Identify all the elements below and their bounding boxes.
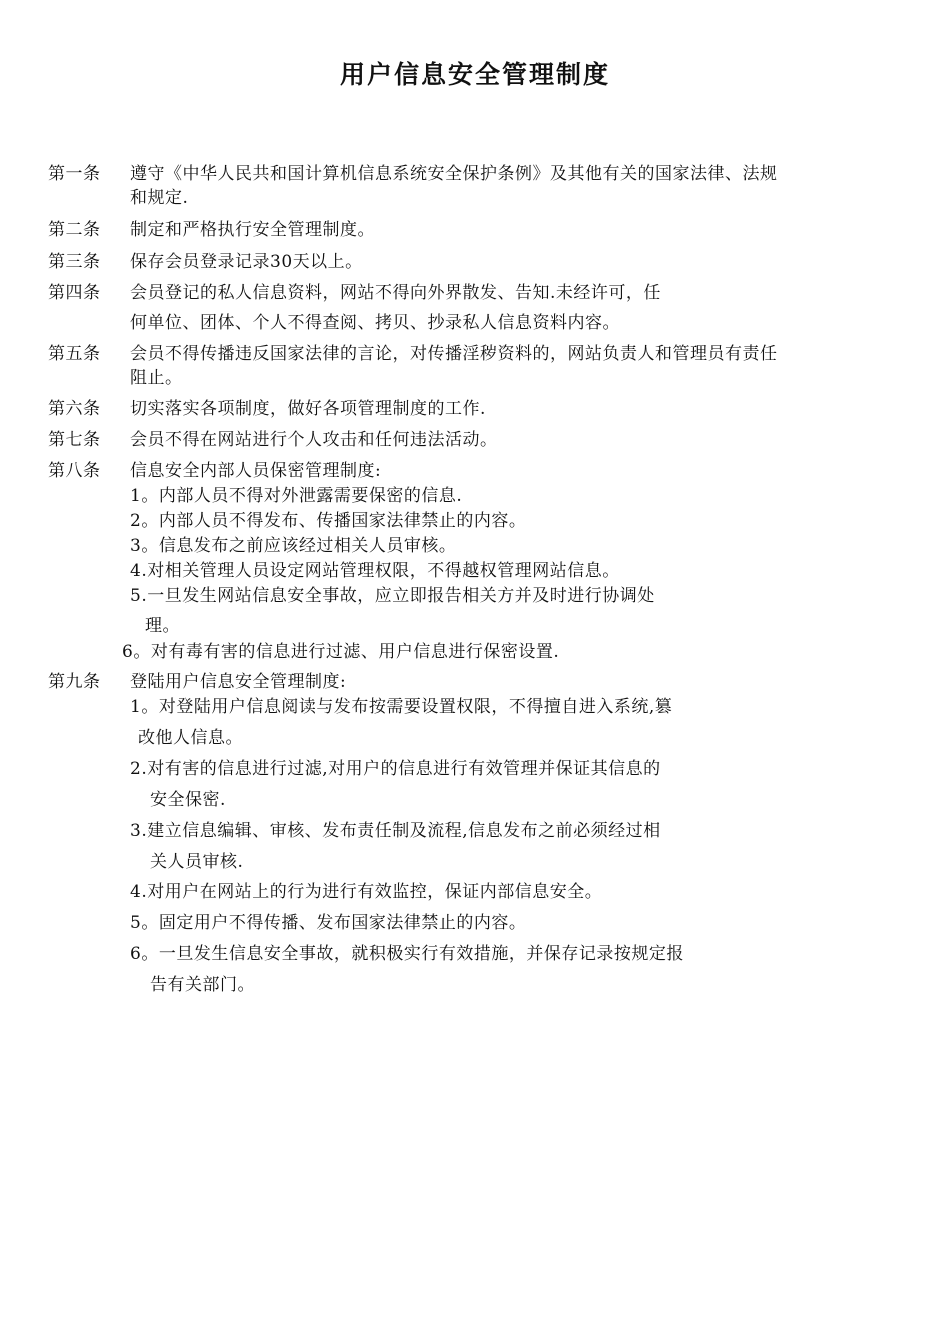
article-8-item-1: 1。内部人员不得对外泄露需要保密的信息. xyxy=(130,486,463,506)
article-5-label: 第五条 xyxy=(48,344,101,364)
article-9-item-5: 5。固定用户不得传播、发布国家法律禁止的内容。 xyxy=(130,913,527,933)
article-6-label: 第六条 xyxy=(48,399,101,419)
article-4-text-cont: 何单位、团体、个人不得查阅、拷贝、抄录私人信息资料内容。 xyxy=(130,313,620,333)
article-1-text-cont: 和规定. xyxy=(130,188,189,208)
article-5-text-cont: 阻止。 xyxy=(130,368,183,388)
article-7-label: 第七条 xyxy=(48,430,101,450)
article-2-label: 第二条 xyxy=(48,220,101,240)
article-8-item-6: 6。对有毒有害的信息进行过滤、用户信息进行保密设置. xyxy=(122,642,560,662)
article-3-label: 第三条 xyxy=(48,252,101,272)
article-8-item-4: 4.对相关管理人员设定网站管理权限，不得越权管理网站信息。 xyxy=(130,561,620,581)
article-4-text: 会员登记的私人信息资料，网站不得向外界散发、告知.未经许可，任 xyxy=(130,283,661,303)
article-9-item-6-cont: 告有关部门。 xyxy=(150,975,255,995)
article-1-text: 遵守《中华人民共和国计算机信息系统安全保护条例》及其他有关的国家法律、法规 xyxy=(130,164,778,184)
article-9-item-2-cont: 安全保密. xyxy=(150,790,226,810)
article-9-item-2: 2.对有害的信息进行过滤,对用户的信息进行有效管理并保证其信息的 xyxy=(130,759,661,779)
article-8-label: 第八条 xyxy=(48,461,101,481)
article-8-text: 信息安全内部人员保密管理制度: xyxy=(130,461,382,481)
article-8-item-2: 2。内部人员不得发布、传播国家法律禁止的内容。 xyxy=(130,511,527,531)
article-5-text: 会员不得传播违反国家法律的言论，对传播淫秽资料的，网站负责人和管理员有责任 xyxy=(130,344,778,364)
article-1-label: 第一条 xyxy=(48,164,101,184)
article-8-item-5: 5.一旦发生网站信息安全事故，应立即报告相关方并及时进行协调处 xyxy=(130,586,655,606)
article-9-text: 登陆用户信息安全管理制度: xyxy=(130,672,347,692)
article-8-item-5-cont: 理。 xyxy=(145,616,180,636)
article-9-item-3: 3.建立信息编辑、审核、发布责任制及流程,信息发布之前必须经过相 xyxy=(130,821,661,841)
document-title: 用户信息安全管理制度 xyxy=(339,60,610,89)
article-7-text: 会员不得在网站进行个人攻击和任何违法活动。 xyxy=(130,430,498,450)
article-9-item-3-cont: 关人员审核. xyxy=(150,852,244,872)
article-6-text: 切实落实各项制度，做好各项管理制度的工作. xyxy=(130,399,486,419)
article-9-item-4: 4.对用户在网站上的行为进行有效监控，保证内部信息安全。 xyxy=(130,882,603,902)
article-9-item-6: 6。一旦发生信息安全事故，就积极实行有效措施，并保存记录按规定报 xyxy=(130,944,684,964)
article-9-item-1: 1。对登陆用户信息阅读与发布按需要设置权限，不得擅自进入系统,篡 xyxy=(130,697,673,717)
article-8-item-3: 3。信息发布之前应该经过相关人员审核。 xyxy=(130,536,457,556)
article-9-item-1-cont: 改他人信息。 xyxy=(138,728,243,748)
article-9-label: 第九条 xyxy=(48,672,101,692)
article-3-text: 保存会员登录记录30天以上。 xyxy=(130,252,363,272)
article-4-label: 第四条 xyxy=(48,283,101,303)
article-2-text: 制定和严格执行安全管理制度。 xyxy=(130,220,375,240)
